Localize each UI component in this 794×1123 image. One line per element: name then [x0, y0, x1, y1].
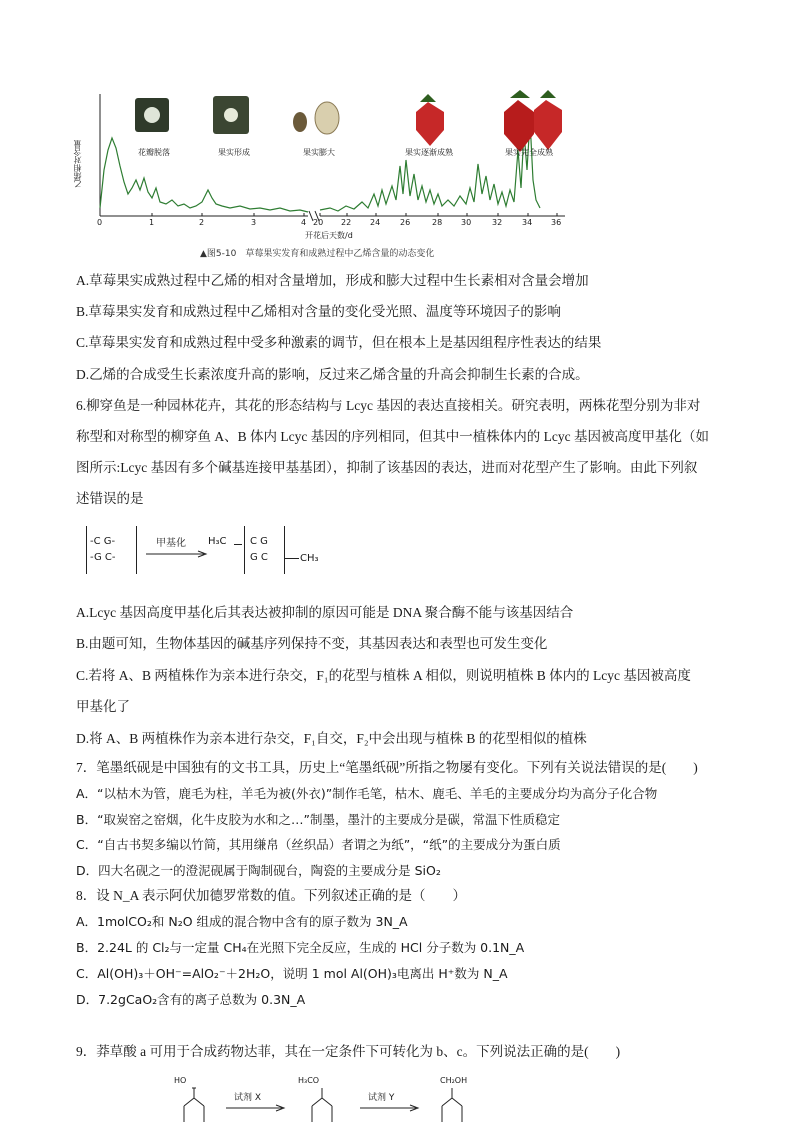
- stage-label-5: 果实完全成熟: [505, 148, 553, 157]
- q7-option-d: D．四大名砚之一的澄泥砚属于陶制砚台，陶瓷的主要成分是 SiO₂: [76, 863, 441, 878]
- reagent-y-arrow-icon: [360, 1104, 420, 1112]
- q5-option-a: A.草莓果实成熟过程中乙烯的相对含量增加，形成和膨大过程中生长素相对含量会增加: [76, 273, 589, 288]
- fruit-ripe-image: [504, 90, 562, 152]
- dna-left-top: -C G-: [90, 536, 116, 547]
- q6-option-a: A.Lcyc 基因高度甲基化后其表达被抑制的原因可能是 DNA 聚合酶不能与该基因结合: [76, 605, 574, 620]
- q8-option-b: B．2.24L 的 Cl₂与一定量 CH₄在光照下完全反应，生成的 HCl 分子数为 0.1N_A: [76, 940, 525, 955]
- q6-option-b: B.由题可知，生物体基因的碱基序列保持不变，其基因表达和表型也可发生变化: [76, 636, 548, 651]
- q5-option-c: C.草莓果实发育和成熟过程中受多种激素的调节，但在根本上是基因组程序性表达的结果: [76, 335, 602, 350]
- compound-a-label: HO: [174, 1076, 187, 1085]
- dna-right-bottom: G C: [250, 552, 268, 563]
- tick-30: 30: [461, 218, 472, 227]
- tick-20: 20: [313, 218, 324, 227]
- reagent-x-arrow-icon: [226, 1104, 286, 1112]
- q8-stem: 8．设 N_A 表示阿伏加德罗常数的值。下列叙述正确的是（ ）: [76, 888, 467, 903]
- methylation-arrow-label: 甲基化: [156, 538, 186, 549]
- methylation-diagram: [84, 526, 344, 576]
- tick-2: 2: [199, 218, 205, 227]
- tick-24: 24: [370, 218, 381, 227]
- tick-3: 3: [251, 218, 257, 227]
- compound-b-label: H₃CO: [298, 1076, 320, 1085]
- figure-caption: ▲图5-10 草莓果实发育和成熟过程中乙烯含量的动态变化: [200, 249, 435, 259]
- tick-1: 1: [149, 218, 155, 227]
- stage-label-2: 果实形成: [218, 148, 250, 157]
- compound-c-structure: [428, 1084, 478, 1122]
- petal-fall-image: [135, 98, 169, 132]
- q5-option-d: D.乙烯的合成受生长素浓度升高的影响，反过来乙烯含量的升高会抑制生长素的合成。: [76, 367, 589, 382]
- q9-stem: 9．莽草酸 a 可用于合成药物达菲，其在一定条件下可转化为 b、c。下列说法正确的是( ): [76, 1044, 621, 1059]
- tick-32: 32: [492, 218, 503, 227]
- q5-option-b: B.草莓果实发育和成熟过程中乙烯相对含量的变化受光照、温度等环境因子的影响: [76, 304, 561, 319]
- q7-option-a: A．“以枯木为管，鹿毛为柱，羊毛为被(外衣)”制作毛笔，枯木、鹿毛、羊毛的主要成分均为高分子化合物: [76, 786, 658, 801]
- tick-28: 28: [432, 218, 443, 227]
- q6-option-c-cont: 甲基化了: [76, 699, 130, 714]
- q6-stem-line-1: 6.柳穿鱼是一种园林花卉，其花的形态结构与 Lcyc 基因的表达直接相关。研究表明，两株花型分别为非对: [76, 398, 701, 413]
- q6-option-c: C.若将 A、B 两植株作为亲本进行杂交，F₁的花型与植株 A 相似，则说明植株 B 体内的 Lcyc 基因被高度: [76, 668, 691, 683]
- methyl-left: H₃C: [208, 536, 227, 547]
- dna-right-top: C G: [250, 536, 268, 547]
- q6-stem-line-3: 图所示:Lcyc 基因有多个碱基连接甲基基团），抑制了该基因的表达，进而对花型产生了影响。由此下列叙: [76, 460, 698, 475]
- q8-option-c: C．Al(OH)₃＋OH⁻=AlO₂⁻＋2H₂O，说明 1 mol Al(OH)₃电离出 H⁺数为 N_A: [76, 966, 508, 981]
- stage-label-3: 果实膨大: [303, 148, 335, 157]
- tick-22: 22: [341, 218, 352, 227]
- compound-c-label: CH₂OH: [440, 1076, 468, 1085]
- methyl-right: CH₃: [300, 553, 319, 564]
- q6-stem-line-4: 述错误的是: [76, 491, 144, 506]
- fruit-ripening-image: [416, 94, 444, 146]
- methylation-arrow-icon: [146, 550, 208, 558]
- reagent-x-label: 试剂 X: [234, 1093, 262, 1103]
- compound-a-structure: [170, 1084, 220, 1122]
- dna-left-bottom: -G C-: [90, 552, 116, 563]
- q6-stem-line-2: 称型和对称型的柳穿鱼 A、B 体内 Lcyc 基因的序列相同，但其中一植株体内的 Lcyc 基因被高度甲基化（如: [76, 429, 709, 444]
- stage-label-1: 花瓣脱落: [138, 148, 170, 157]
- q7-stem: 7．笔墨纸砚是中国独有的文书工具，历史上“笔墨纸砚”所指之物屡有变化。下列有关说法错误的是( ): [76, 760, 698, 775]
- tick-26: 26: [400, 218, 411, 227]
- stage-label-4: 果实逐渐成熟: [405, 148, 453, 157]
- compound-b-structure: [298, 1084, 348, 1122]
- fruit-forming-image: [213, 96, 249, 134]
- q9-reaction-scheme: [170, 1072, 490, 1122]
- tick-34: 34: [522, 218, 533, 227]
- y-axis-label: 乙烯相对含量: [73, 140, 82, 188]
- q8-option-a: A．1molCO₂和 N₂O 组成的混合物中含有的原子数为 3N_A: [76, 914, 408, 929]
- x-axis-label: 开花后天数/d: [305, 231, 353, 240]
- q7-option-b: B．“取炭窑之窑烟，化牛皮胶为水和之…”制墨，墨汁的主要成分是碳，常温下性质稳定: [76, 812, 561, 827]
- tick-4: 4: [301, 218, 307, 227]
- q6-option-d: D.将 A、B 两植株作为亲本进行杂交，F₁自交，F₂中会出现与植株 B 的花型相似的植株: [76, 731, 587, 746]
- tick-36: 36: [551, 218, 562, 227]
- q7-option-c: C．“自古书契多编以竹简，其用缣帛（丝织品）者谓之为纸”，“纸”的主要成分为蛋白质: [76, 837, 561, 852]
- reagent-y-label: 试剂 Y: [368, 1093, 395, 1103]
- q8-option-d: D．7.2gCaO₂含有的离子总数为 0.3N_A: [76, 992, 306, 1007]
- tick-0: 0: [97, 218, 103, 227]
- fruit-expanding-image: [293, 102, 339, 134]
